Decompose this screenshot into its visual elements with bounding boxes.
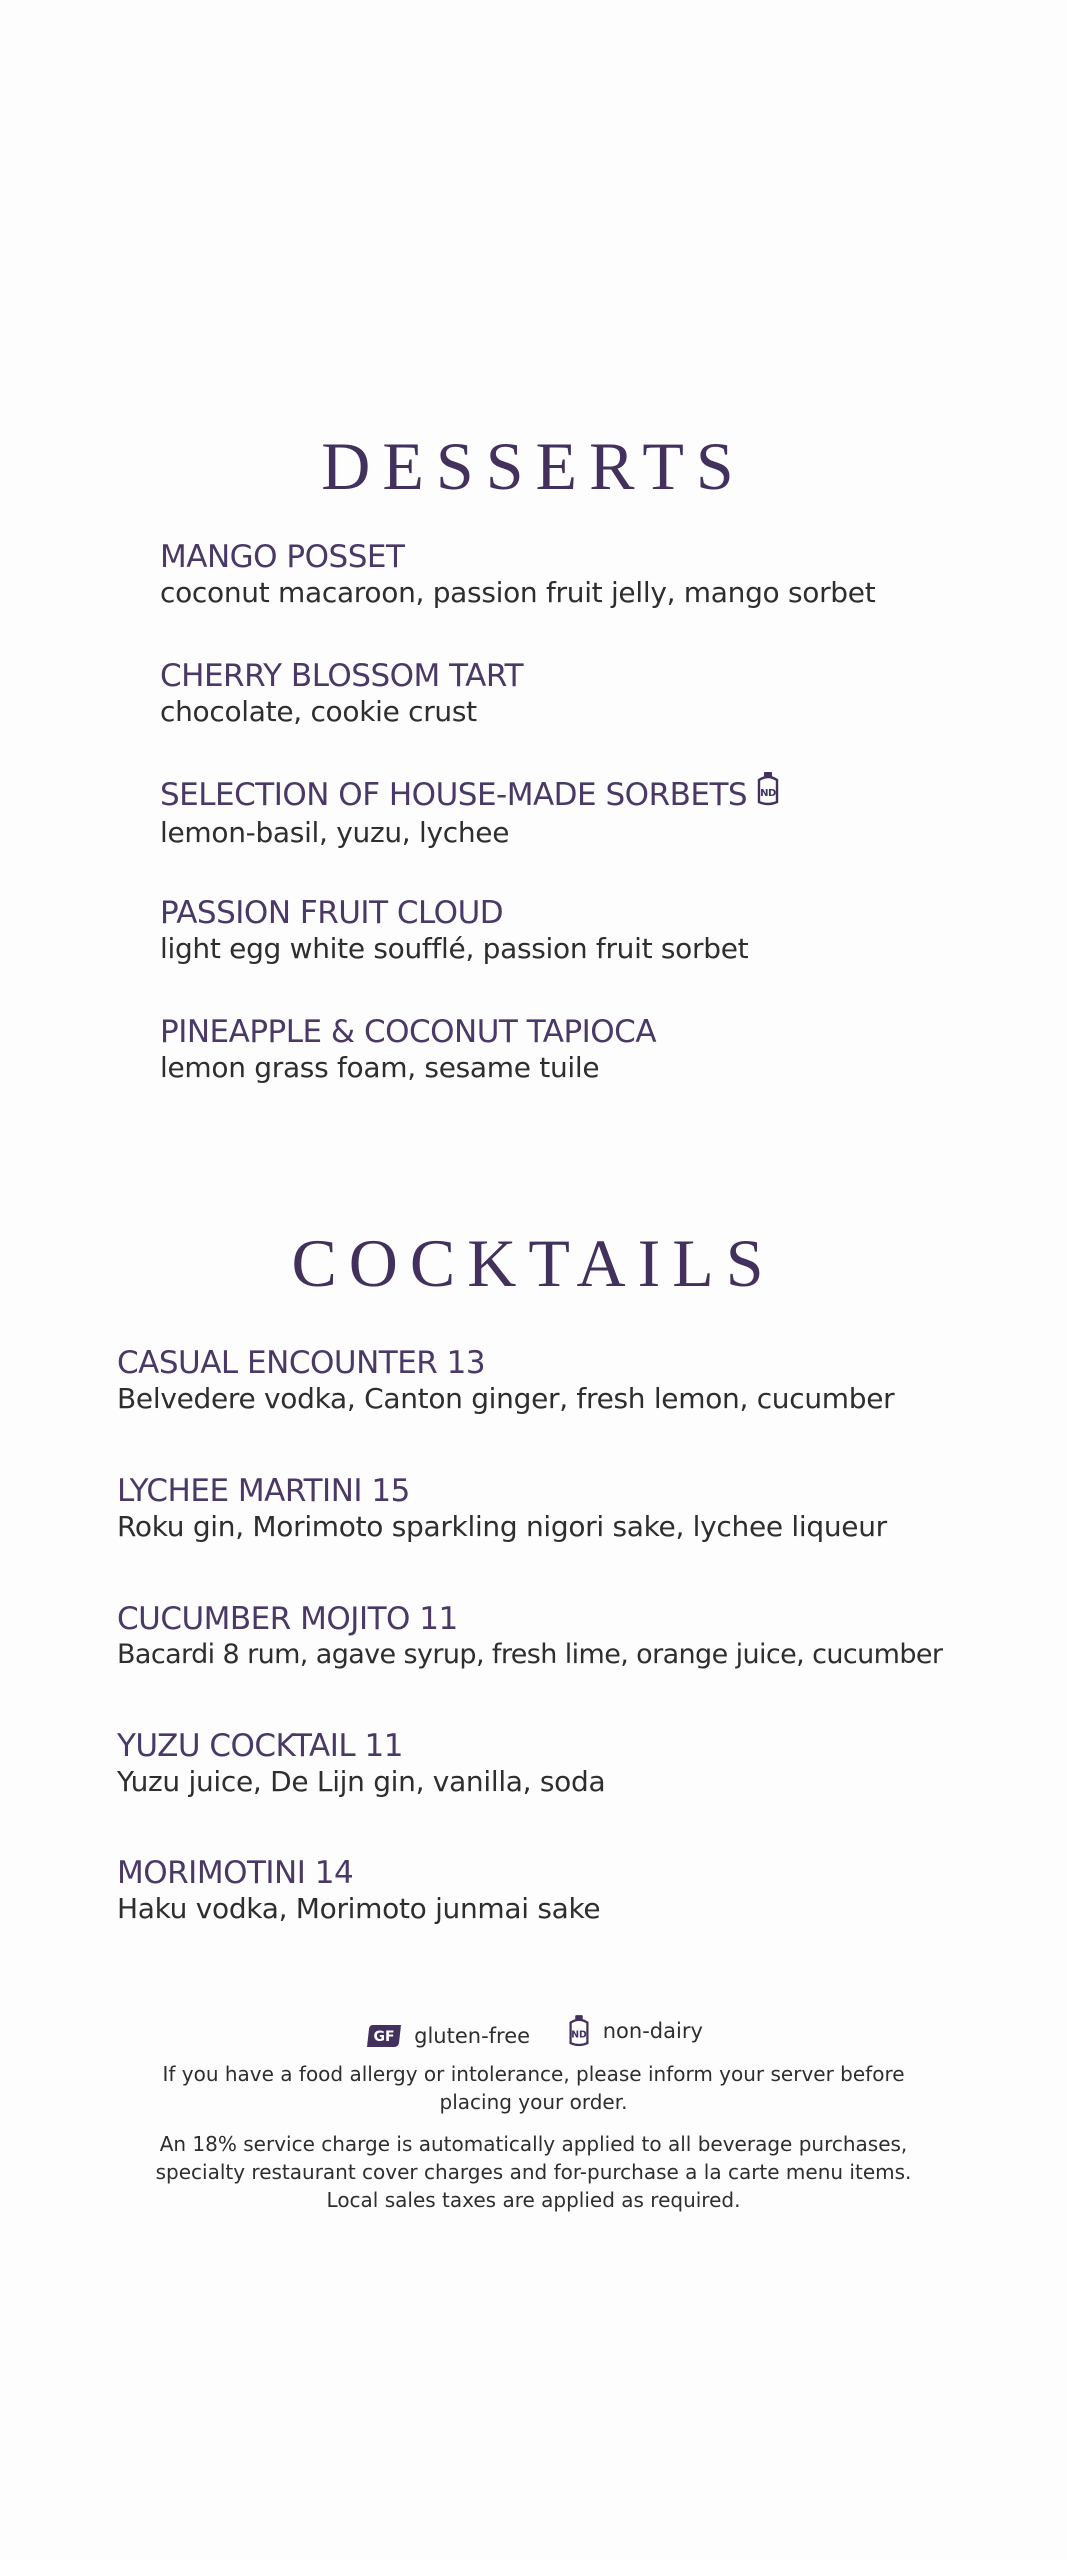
cocktail-item-name: YUZU COCKTAIL 11 [117, 1728, 403, 1764]
cocktail-item-description: Haku vodka, Morimoto junmai sake [117, 1892, 601, 1925]
allergy-note: If you have a food allergy or intolerance, please inform your server before placing your order. [162, 2062, 905, 2114]
cocktail-item [117, 1854, 600, 1926]
dessert-item [160, 1013, 656, 1085]
desserts-heading: DESSERTS [321, 428, 746, 504]
cocktail-item-description: Roku gin, Morimoto sparkling nigori sake, lychee liqueur [117, 1510, 887, 1543]
cocktail-item [117, 1344, 894, 1416]
non-dairy-icon [565, 2013, 593, 2049]
cocktail-item [117, 1472, 887, 1544]
cocktail-item [117, 1727, 605, 1799]
dessert-item-name-row [160, 776, 783, 816]
non-dairy-label: non-dairy [602, 2019, 703, 2043]
svg-text:ND: ND [760, 788, 776, 799]
dessert-item-description: lemon grass foam, sesame tuile [160, 1051, 600, 1084]
svg-text:ND: ND [570, 2029, 587, 2041]
gluten-free-icon [364, 2023, 404, 2049]
legend-gluten-free [364, 2023, 530, 2049]
cocktail-item-description: Belvedere vodka, Canton ginger, fresh lemon, cucumber [117, 1382, 895, 1415]
cocktail-item-description: Yuzu juice, De Lijn gin, vanilla, soda [117, 1765, 606, 1798]
dessert-item-name: SELECTION OF HOUSE-MADE SORBETS [160, 777, 748, 813]
dessert-item-name: MANGO POSSET [160, 539, 405, 575]
cocktails-heading: COCKTAILS [291, 1225, 776, 1301]
dessert-item-name: CHERRY BLOSSOM TART [160, 658, 524, 694]
dessert-item [160, 894, 748, 966]
svg-text:GF: GF [373, 2029, 395, 2045]
dessert-item-description: coconut macaroon, passion fruit jelly, mango sorbet [160, 576, 876, 609]
dessert-item-name: PASSION FRUIT CLOUD [160, 895, 504, 931]
non-dairy-icon [753, 771, 783, 816]
dessert-item-description: light egg white soufflé, passion fruit sorbet [160, 932, 749, 965]
dessert-item-name: PINEAPPLE & COCONUT TAPIOCA [160, 1014, 657, 1050]
dessert-item-description: lemon-basil, yuzu, lychee [160, 816, 510, 849]
gluten-free-label: gluten-free [414, 2024, 531, 2048]
dessert-item [160, 657, 523, 729]
cocktail-item-name: LYCHEE MARTINI 15 [117, 1473, 410, 1509]
legend-non-dairy [565, 2013, 703, 2049]
dessert-item-description: chocolate, cookie crust [160, 695, 477, 728]
dessert-item [160, 776, 783, 850]
cocktail-item-description: Bacardi 8 rum, agave syrup, fresh lime, orange juice, cucumber [117, 1639, 943, 1670]
service-charge-note: An 18% service charge is automatically applied to all beverage purchases, specialty restaurant cover charges and for-purchase a la carte menu items. Local sales taxes are applied as required. [155, 2132, 912, 2212]
dessert-item [160, 538, 875, 610]
dietary-legend [0, 2013, 1067, 2054]
cocktail-item [117, 1600, 942, 1672]
cocktail-item-name: MORIMOTINI 14 [117, 1855, 354, 1891]
cocktail-item-name: CUCUMBER MOJITO 11 [117, 1601, 458, 1637]
cocktail-item-name: CASUAL ENCOUNTER 13 [117, 1345, 486, 1381]
